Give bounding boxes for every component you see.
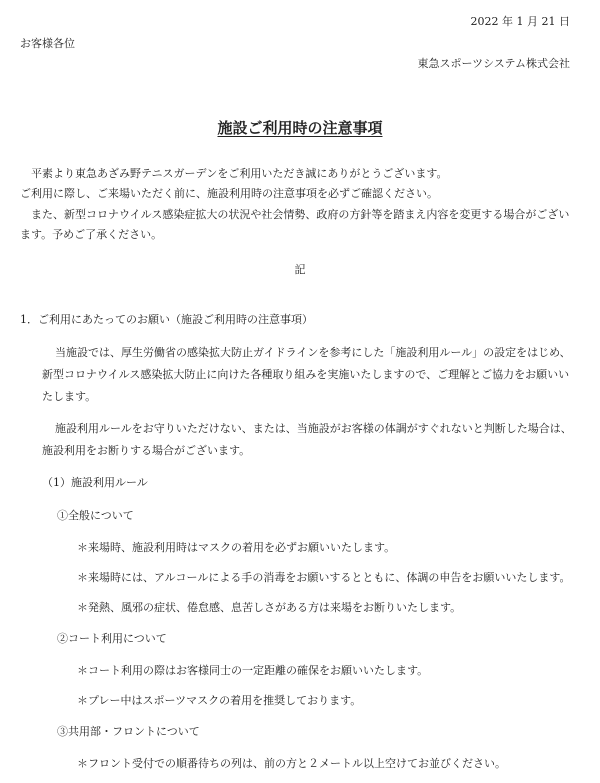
group-3-heading: ③共用部・フロントについて bbox=[57, 725, 200, 738]
ki-marker: 記 bbox=[294, 263, 306, 276]
intro-line-4: ます。予めご了承ください。 bbox=[20, 228, 163, 241]
subsection-1-heading: （1）施設利用ルール bbox=[42, 476, 148, 489]
list-item: ＊来場時、施設利用時はマスクの着用を必ずお願いいたします。 bbox=[77, 541, 396, 554]
recipient: お客様各位 bbox=[20, 37, 75, 50]
sender-company: 東急スポーツシステム株式会社 bbox=[417, 57, 570, 70]
intro-line-1: 平素より東急あざみ野テニスガーデンをご利用いただき誠にありがとうございます。 bbox=[31, 167, 448, 180]
list-item: ＊フロント受付での順番待ちの列は、前の方と２メートル以上空けてお並びください。 bbox=[77, 757, 506, 770]
document-title-text: 施設ご利用時の注意事項 bbox=[217, 119, 383, 137]
list-item: ＊発熱、風邪の症状、倦怠感、息苦しさがある方は来場をお断りいたします。 bbox=[77, 601, 462, 614]
section-1-heading: 1．ご利用にあたってのお願い（施設ご利用時の注意事項） bbox=[20, 313, 313, 326]
intro-line-3: また、新型コロナウイルス感染症拡大の状況や社会情勢、政府の方針等を踏まえ内容を変更する場合がござい bbox=[31, 208, 570, 221]
section-1-para-1-line-3: たします。 bbox=[42, 390, 97, 403]
section-1-para-1-line-1: 当施設では、厚生労働省の感染拡大防止ガイドラインを参考にした「施設利用ルール」の設定をはじめ、 bbox=[55, 346, 571, 359]
group-1-heading: ①全般について bbox=[57, 509, 134, 522]
list-item: ＊来場時には、アルコールによる手の消毒をお願いするとともに、体調の申告をお願いいたします。 bbox=[77, 571, 571, 584]
list-item: ＊コート利用の際はお客様同士の一定距離の確保をお願いいたします。 bbox=[77, 664, 429, 677]
group-2-heading: ②コート利用について bbox=[57, 632, 167, 645]
section-1-para-2-line-2: 施設利用をお断りする場合がございます。 bbox=[42, 444, 251, 457]
document-date: 2022 年 1 月 21 日 bbox=[470, 15, 570, 28]
section-1-para-2-line-1: 施設利用ルールをお守りいただけない、または、当施設がお客様の体調がすぐれないと判断した場合は、 bbox=[55, 422, 572, 435]
list-item: ＊プレー中はスポーツマスクの着用を推奨しております。 bbox=[77, 694, 362, 707]
section-1-para-1-line-2: 新型コロナウイルス感染拡大防止に向けた各種取り組みを実施いたしますので、ご理解とご協力をお願いい bbox=[42, 368, 570, 381]
intro-line-2: ご利用に際し、ご来場いただく前に、施設利用時の注意事項を必ずご確認ください。 bbox=[20, 187, 438, 200]
document-title bbox=[0, 121, 600, 135]
